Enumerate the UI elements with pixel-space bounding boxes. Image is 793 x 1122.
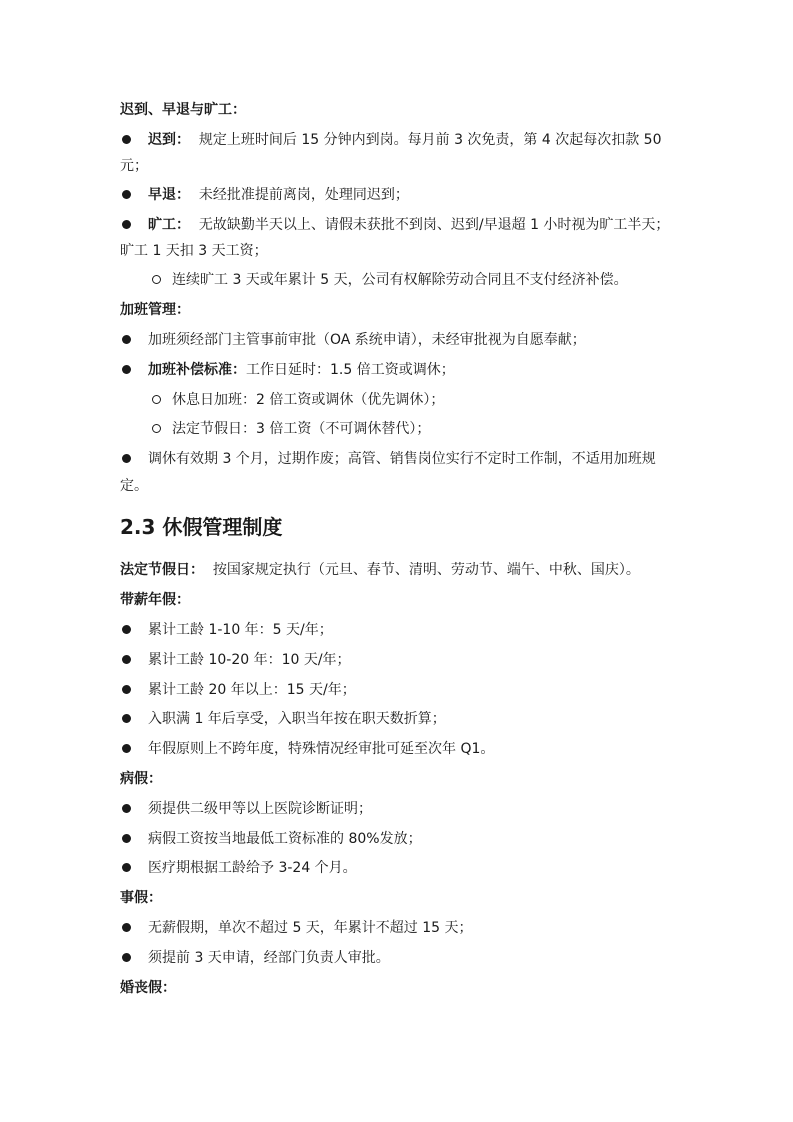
hollow-bullet-icon	[152, 424, 161, 433]
late-label: 迟到：	[148, 132, 190, 148]
holiday-label: 法定节假日：	[120, 562, 204, 578]
holiday-paragraph	[120, 561, 640, 579]
bullet-icon	[122, 625, 131, 634]
document-page: 迟到、早退与旷工： 迟到： 规定上班时间后 15 分钟内到岗。每月前 3 次免责，第 4 次起每次扣款 50 元； 早退： 未经批准提前离岗，处理同迟到； 旷工： 无故缺勤半天以上、请假未获批不到岗、迟到/早退超 1 小时视为旷工半天； 旷工 1 天扣 3 天工资； 连续旷工 3 天或年累计 5 天，公司有权解除劳动合同且不支付经济补偿。 加班管理： 加班须经部门主管事前审批（OA 系统申请），未经审批视为自愿奉献； 加班补偿标准：工作日延时：1.5 倍工资或调休； 休息日加班：2 倍工资或调休（优先调休）； 法定节假日：3 倍工资（不可调休替代）； 调休有效期 3 个月，过期作废；高管、销售岗位实行不定时工作制，不适用加班规 定。 2.3 休假管理制度 法定节假日： 按国家规定执行（元旦、春节、清明、劳动节、端午、中秋、国庆）。 带薪年假： 累计工龄 1-10 年：5 天/年； 累计工龄 10-20 年：10 天/年； 累计工龄 20 年以上：15 天/年； 入职满 1 年后享受，入职当年按在职天数折算； 年假原则上不跨年度，特殊情况经审批可延至次年 Q1。 病假： 须提供二级甲等以上医院诊断证明； 病假工资按当地最低工资标准的 80%发放； 医疗期根据工龄给予 3-24 个月。 事假： 无薪假期，单次不超过 5 天，年累计不超过 15 天； 须提前 3 天申请，经部门负责人审批。 婚丧假：	[120, 102, 670, 996]
bullet-icon	[122, 863, 131, 872]
annual-leave-heading: 带薪年假：	[120, 592, 190, 608]
hollow-bullet-icon	[152, 275, 161, 284]
overtime-pay-label: 加班补偿标准：	[148, 362, 246, 378]
bullet-icon	[122, 220, 131, 229]
sick-leave-heading: 病假：	[120, 771, 162, 787]
absent-text: 无故缺勤半天以上、请假未获批不到岗、迟到/早退超 1 小时视为旷工半天；	[198, 217, 670, 233]
late-text-continued: 元；	[120, 158, 148, 174]
bullet-icon	[122, 804, 131, 813]
absent-text-continued: 旷工 1 天扣 3 天工资；	[120, 243, 268, 259]
late-text: 规定上班时间后 15 分钟内到岗。每月前 3 次免责，第 4 次起每次扣款 50	[198, 132, 662, 148]
bullet-icon	[122, 655, 131, 664]
absent-label: 旷工：	[148, 217, 190, 233]
section-title: 2.3 休假管理制度	[120, 515, 283, 539]
bullet-icon	[122, 190, 131, 199]
early-text: 未经批准提前离岗，处理同迟到；	[198, 187, 409, 203]
bullet-icon	[122, 923, 131, 932]
hollow-bullet-icon	[152, 395, 161, 404]
bullet-icon	[122, 454, 131, 463]
bullet-icon	[122, 685, 131, 694]
bullet-icon	[122, 953, 131, 962]
overtime-pay-text: 工作日延时：1.5 倍工资或调休；	[246, 362, 455, 378]
early-label: 早退：	[148, 187, 190, 203]
bullet-icon	[122, 834, 131, 843]
personal-leave-heading: 事假：	[120, 890, 162, 906]
bullet-icon	[122, 135, 131, 144]
overtime-heading: 加班管理：	[120, 302, 190, 318]
holiday-text: 按国家规定执行（元旦、春节、清明、劳动节、端午、中秋、国庆）。	[212, 562, 640, 578]
bullet-icon	[122, 714, 131, 723]
bullet-icon	[122, 365, 131, 374]
bullet-icon	[122, 335, 131, 344]
lateness-heading: 迟到、早退与旷工：	[120, 102, 246, 118]
marriage-leave-heading: 婚丧假：	[120, 980, 176, 996]
bullet-icon	[122, 744, 131, 753]
comp-leave-continued: 定。	[120, 478, 148, 494]
